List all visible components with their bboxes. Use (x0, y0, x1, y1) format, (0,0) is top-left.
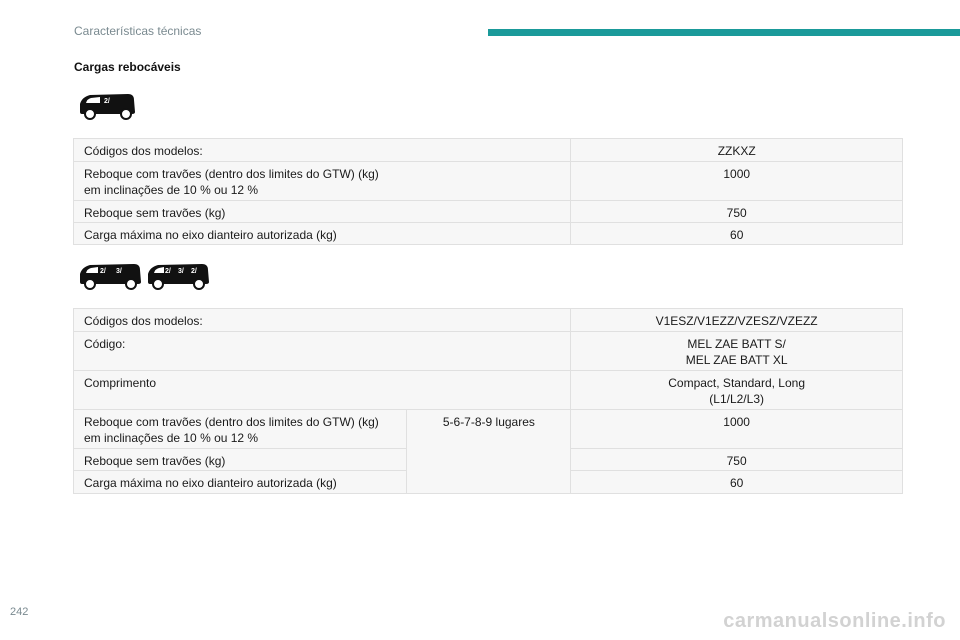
seat-label: 3/ (116, 268, 122, 275)
table-cell-label: Comprimento (74, 371, 571, 410)
table-cell-value: 750 (571, 201, 903, 223)
seat-label: 2/ (100, 268, 106, 275)
seats-cell: 5-6-7-8-9 lugares (407, 410, 571, 494)
towing-table-2 (73, 308, 903, 494)
table-row (74, 201, 903, 223)
towing-table-1 (73, 138, 903, 245)
table-cell-label: Carga máxima no eixo dianteiro autorizada (kg) (74, 471, 407, 494)
table-row (74, 332, 903, 371)
table-cell-value: 60 (571, 471, 903, 494)
table-row (74, 371, 903, 410)
watermark: carmanualsonline.info (723, 610, 946, 632)
van-icon (74, 92, 138, 122)
table-cell-value: V1ESZ/V1EZZ/VZESZ/VZEZZ (571, 309, 903, 332)
seat-label: 3/ (178, 268, 184, 275)
van-pair-icon (74, 262, 209, 292)
table-row (74, 139, 903, 162)
table-cell-value: 60 (571, 223, 903, 245)
table-cell-value: 1000 (571, 410, 903, 449)
table-cell-label: Reboque com travões (dentro dos limites do GTW) (kg) em inclinações de 10 % ou 12 % (74, 410, 407, 449)
table-row (74, 410, 903, 449)
table-cell-label: Reboque sem travões (kg) (74, 201, 571, 223)
table-cell-label: Código: (74, 332, 571, 371)
table-row (74, 162, 903, 201)
header-title: Características técnicas (74, 24, 202, 38)
table-row (74, 223, 903, 245)
table-cell-value: Compact, Standard, Long (L1/L2/L3) (571, 371, 903, 410)
table-cell-label: Códigos dos modelos: (74, 139, 571, 162)
header-accent-bar (488, 29, 960, 36)
seat-label: 2/ (104, 98, 110, 105)
table-cell-value: ZZKXZ (571, 139, 903, 162)
table-cell-label: Códigos dos modelos: (74, 309, 571, 332)
section-title: Cargas rebocáveis (74, 60, 181, 74)
table-row (74, 309, 903, 332)
page-number: 242 (10, 606, 29, 618)
seat-label: 2/ (191, 268, 197, 275)
table-cell-label: Carga máxima no eixo dianteiro autorizada (kg) (74, 223, 571, 245)
table-cell-value: 1000 (571, 162, 903, 201)
seat-label: 2/ (165, 268, 171, 275)
table-cell-label: Reboque com travões (dentro dos limites do GTW) (kg) em inclinações de 10 % ou 12 % (74, 162, 571, 201)
table-cell-value: 750 (571, 449, 903, 471)
table-cell-label: Reboque sem travões (kg) (74, 449, 407, 471)
table-cell-value: MEL ZAE BATT S/ MEL ZAE BATT XL (571, 332, 903, 371)
